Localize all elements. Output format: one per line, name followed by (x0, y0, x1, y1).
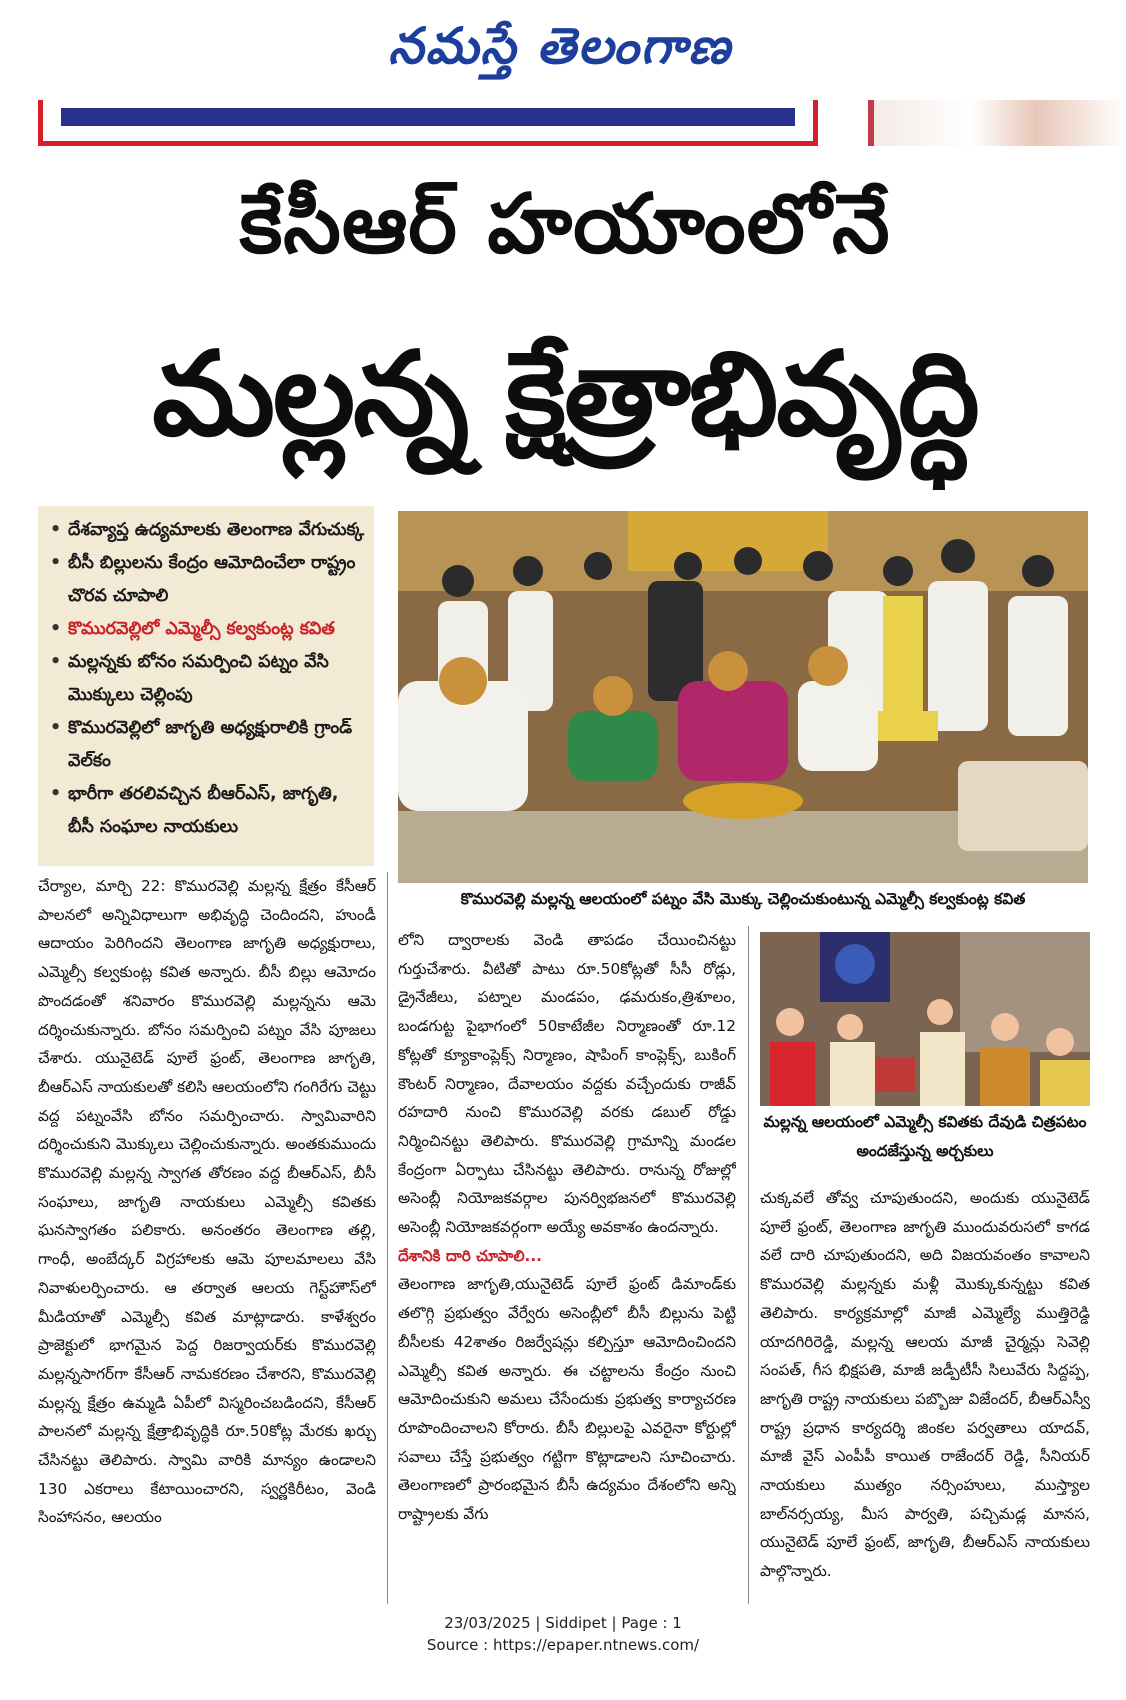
highlight-item: • కొమురవెల్లిలో ఎమ్మెల్సీ కల్వకుంట్ల కవిత (50, 613, 366, 646)
article-column-3 (760, 1184, 1090, 1604)
article-subheading: దేశానికి దారి చూపాలి... (398, 1246, 542, 1265)
highlights-box (38, 506, 374, 866)
secondary-photo-caption: మల్లన్న ఆలయంలో ఎమ్మెల్సీ కవితకు దేవుడి చిత్రపటం అందజేస్తున్న అర్చకులు (763, 1113, 1087, 1160)
article-paragraph: తెలంగాణ జాగృతి,యునైటెడ్ పూలే ఫ్రంట్ డిమాండ్‌కు తలొగ్గి ప్రభుత్వం వేర్వేరు అసెంబ్లీలో బీసీ బిల్లును పెట్టి బీసీలకు 42శాతం రిజర్వేషన్లు కల్పిస్తూ ఆమోదించిందని ఎమ్మెల్సీ కవిత అన్నారు. ఈ చట్టాలను కేంద్రం నుంచి ఆమోదించుకుని అమలు చేసేందుకు ప్రభుత్వ కార్యాచరణ రూపొందించాలని కోరారు. బీసీ బిల్లులపై ఎవరైనా కోర్టుల్లో సవాలు చేస్తే ప్రభుత్వం గట్టిగా కొట్లాడాలని సూచించారు. తెలంగాణలో ప్రారంభమైన బీసీ ఉద్యమం దేశంలోని అన్ని రాష్ట్రాలకు వేగు (398, 1275, 736, 1524)
column-divider (387, 872, 388, 1604)
article-column-1 (38, 872, 376, 1604)
highlight-item: • మల్లన్నకు బోనం సమర్పించి పట్నం వేసి మొక్కులు చెల్లింపు (50, 646, 366, 712)
article-paragraph: చేర్యాల, మార్చి 22: కొమురవెల్లి మల్లన్న క్షేత్రం కేసీఆర్ పాలనలో అన్నివిధాలుగా అభివృద్ధి చెందిందని, హుండీ ఆదాయం పెరిగిందని తెలంగాణ జాగృతి అధ్యక్షురాలు, ఎమ్మెల్సీ కల్వకుంట్ల కవిత అన్నారు. బీసీ బిల్లు ఆమోదం పొందడంతో శనివారం కొమురవెల్లి మల్లన్నను ఆమె దర్శించుకున్నారు. బోనం సమర్పించి పట్నం వేసి పూజలు చేశారు. యునైటెడ్ పూలే ఫ్రంట్, తెలంగాణ జాగృతి, బీఆర్ఎస్ నాయకులతో కలిసి ఆలయంలోని గంగిరేగు చెట్టు వద్ద పట్నంవేసి బోనం సమర్పించారు. స్వామివారిని దర్శించుకుని మొక్కులు చెల్లించుకున్నారు. అంతకుముందు కొమురవెల్లి మల్లన్న స్వాగత తోరణం వద్ద బీఆర్ఎస్, బీసీ సంఘాలు, జాగృతి నాయకులు ఎమ్మెల్సీ కవితకు ఘనస్వాగతం పలికారు. అనంతరం తెలంగాణ తల్లి, గాంధీ, అంబేద్కర్ విగ్రహాలకు ఆమె పూలమాలలు వేసి నివాళులర్పించారు. ఆ తర్వాత ఆలయ గెస్ట్‌హౌస్‌లో మీడియాతో ఎమ్మెల్సీ కవిత మాట్లాడారు. కాళేశ్వరం ప్రాజెక్టులో భాగమైన పెద్ద రిజర్వాయర్‌కు కొమురవెల్లి మల్లన్నసాగర్‌గా కేసీఆర్ నామకరణం చేశారని, కొమురవెల్లి మల్లన్న క్షేత్రం ఉమ్మడి ఏపీలో విస్మరించబడిందని, కేసీఆర్ పాలనలో మల్లన్న క్షేత్రాభివృద్ధికి రూ.50కోట్ల మేరకు ఖర్చు చేసినట్టు తెలిపారు. స్వామి వారికి మాన్యం ఉండాలని 130 ఎకరాలు కేటాయించారని, స్వర్ణకిరీటం, వెండి సింహాసనం, ఆలయం (38, 877, 376, 1527)
highlight-item: • బీసీ బిల్లులను కేంద్రం ఆమోదించేలా రాష్ట్రం చొరవ చూపాలి (50, 547, 366, 613)
article-paragraph: చుక్కవలే తోవ్వ చూపుతుందని, అందుకు యునైటెడ్ పూలే ఫ్రంట్, తెలంగాణ జాగృతి ముందువరుసలో కాగడ వలే దారి చూపుతుందని, అది విజయవంతం కావాలని కొమురవెల్లి మల్లన్నకు మళ్లీ మొక్కుకున్నట్టు కవిత తెలిపారు. కార్యక్రమాల్లో మాజీ ఎమ్మెల్యే ముత్తిరెడ్డి యాదగిరిరెడ్డి, మల్లన్న ఆలయ మాజీ చైర్మన్లు సెవెల్లి సంపత్, గీస భిక్షపతి, మాజీ జడ్పీటీసీ సిలువేరు సిద్దప్ప, జాగృతి రాష్ట్ర నాయకులు పబ్బొజు విజేందర్, బీఆర్ఎస్వీ రాష్ట్ర ప్రధాన కార్యదర్శి జింకల పర్వతాలు యాదవ్, మాజీ వైస్ ఎంపీపీ కాయిత రాజేందర్ రెడ్డి, సీనియర్ నాయకులు ముత్యం నర్సింహులు, ముస్త్యాల బాల్‌నర్సయ్య, మీస పార్వతి, పచ్చిమడ్ల మానస, యునైటెడ్ పూలే ఫ్రంట్, జాగృతి, బీఆర్ఎస్ నాయకులు పాల్గొన్నారు. (760, 1189, 1090, 1581)
main-news-photo (398, 511, 1088, 883)
secondary-photo-illustration (760, 932, 1090, 1106)
highlight-item: • దేశవ్యాప్త ఉద్యమాలకు తెలంగాణ వేగుచుక్క (50, 514, 366, 547)
footer-edition-info: 23/03/2025 | Siddipet | Page : 1 (444, 1614, 682, 1632)
headline-line-2: మల్లన్న క్షేత్రాభివృద్ధి (152, 327, 978, 462)
footer-source-link[interactable]: Source : https://epaper.ntnews.com/ (426, 1636, 700, 1654)
article-column-2 (398, 926, 736, 1604)
main-photo-caption: కొమురవెల్లి మల్లన్న ఆలయంలో పట్నం వేసి మొక్కు చెల్లించుకుంటున్న ఎమ్మెల్సీ కల్వకుంట్ల కవిత (460, 890, 1026, 908)
newspaper-logo: నమస్తే తెలంగాణ (388, 16, 732, 75)
masthead (0, 0, 1126, 100)
secondary-news-photo (760, 932, 1090, 1106)
column-divider (748, 926, 749, 1604)
main-photo-illustration (398, 511, 1088, 883)
highlight-item: • భారీగా తరలివచ్చిన బీఆర్ఎస్, జాగృతి, బీసీ సంఘాల నాయకులు (50, 778, 366, 844)
page-footer (0, 1612, 1126, 1672)
headline-line-1: కేసీఆర్ హయాంలోనే (239, 177, 891, 272)
masthead-decorative-bar (38, 100, 818, 146)
article-paragraph: లోని ద్వారాలకు వెండి తాపడం చేయించినట్టు గుర్తుచేశారు. వీటితో పాటు రూ.50కోట్లతో సీసీ రోడ్లు, డ్రైనేజీలు, పట్నాల మండపం, ఢమరుకం,త్రిశూలం, బండగుట్ట పైభాగంలో 50కాటేజీల నిర్మాణంతో రూ.12 కోట్లతో క్యూకాంప్లెక్స్ నిర్మాణం, షాపింగ్ కాంప్లెక్స్, బుకింగ్ కౌంటర్ నిర్మాణం, దేవాలయం వద్దకు వచ్చేందుకు రాజీవ్ రహదారి నుంచి కొమురవెల్లి వరకు డబుల్ రోడ్డు నిర్మించినట్టు తెలిపారు. కొమురవెల్లి గ్రామాన్ని మండల కేంద్రంగా ఏర్పాటు చేసినట్టు తెలిపారు. రానున్న రోజుల్లో అసెంబ్లీ నియోజకవర్గాల పునర్విభజనలో కొమురవెల్లి అసెంబ్లీ నియోజకవర్గంగా అయ్యే అవకాశం ఉందన్నారు. (398, 931, 736, 1237)
highlight-item: • కొమురవెల్లిలో జాగృతి అధ్యక్షురాలికి గ్రాండ్ వెల్‌కం (50, 712, 366, 778)
top-right-photo-strip (868, 100, 1126, 146)
